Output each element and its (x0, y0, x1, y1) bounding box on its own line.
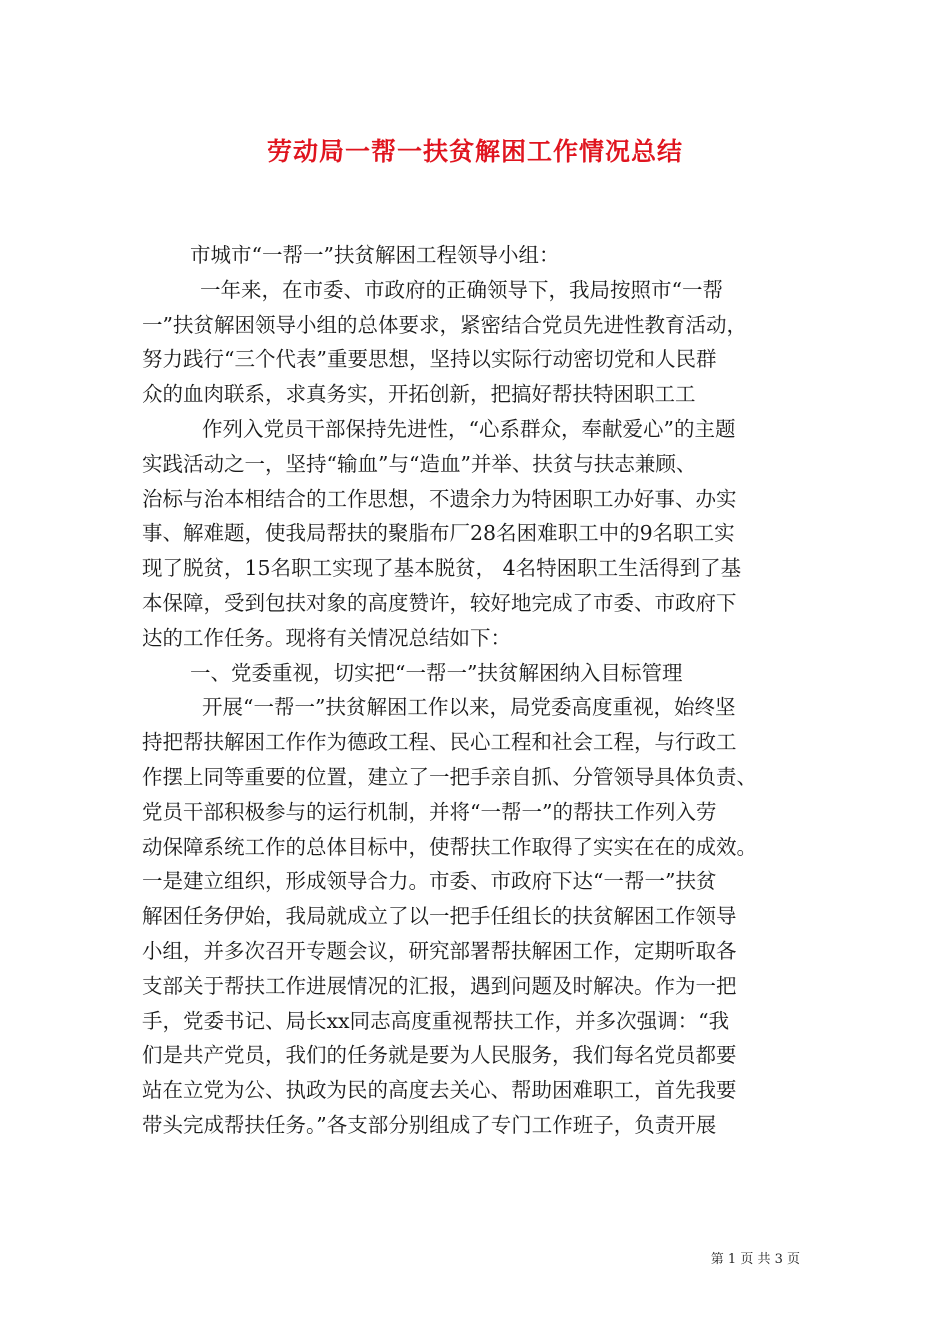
paragraph-line: 开展“一帮一”扶贫解困工作以来，局党委高度重视，始终坚 (202, 695, 736, 720)
paragraph-line: 持把帮扶解困工作作为德政工程、民心工程和社会工程，与行政工 (142, 730, 737, 755)
paragraph-line: 带头完成帮扶任务。”各支部分别组成了专门工作班子，负责开展 (142, 1112, 717, 1137)
paragraph-line: 支部关于帮扶工作进展情况的汇报，遇到问题及时解决。作为一把 (142, 973, 737, 998)
paragraph-line: 作摆上同等重要的位置，建立了一把手亲自抓、分管领导具体负责、 (142, 764, 757, 789)
paragraph-line: 动保障系统工作的总体目标中，使帮扶工作取得了实实在在的成效。 (142, 834, 757, 859)
paragraph-line: 本保障，受到包扶对象的高度赞许，较好地完成了市委、市政府下 (142, 590, 737, 615)
paragraph-line: 实践活动之一，坚持“输血”与“造血”并举、扶贫与扶志兼顾、 (142, 451, 697, 476)
paragraph-line: 手，党委书记、局长xx同志高度重视帮扶工作，并多次强调：“我 (142, 1008, 730, 1033)
paragraph-line: 作列入党员干部保持先进性，“心系群众，奉献爱心”的主题 (202, 416, 736, 441)
page-number: 第 1 页 共 3 页 (710, 1252, 800, 1267)
paragraph-line: 站在立党为公、执政为民的高度去关心、帮助困难职工，首先我要 (142, 1078, 737, 1103)
salutation-line: 市城市“一帮一”扶贫解困工程领导小组： (190, 243, 560, 267)
paragraph-line: 们是共产党员，我们的任务就是要为人民服务，我们每名党员都要 (142, 1043, 737, 1068)
paragraph-line: 一”扶贫解困领导小组的总体要求，紧密结合党员先进性教育活动， (142, 312, 747, 337)
section-heading: 一、党委重视，切实把“一帮一”扶贫解困纳入目标管理 (190, 660, 683, 685)
paragraph-line: 治标与治本相结合的工作思想，不遗余力为特困职工办好事、办实 (142, 486, 737, 511)
paragraph-line: 党员干部积极参与的运行机制，并将“一帮一”的帮扶工作列入劳 (142, 799, 717, 824)
paragraph-line: 事、解难题，使我局帮扶的聚脂布厂28名困难职工中的9名职工实 (142, 521, 735, 546)
paragraph-line: 达的工作任务。现将有关情况总结如下： (142, 625, 511, 650)
paragraph-line: 小组，并多次召开专题会议，研究部署帮扶解困工作，定期听取各 (142, 938, 737, 963)
paragraph-line: 一年来，在市委、市政府的正确领导下，我局按照市“一帮 (200, 277, 723, 302)
paragraph-line: 现了脱贫，15名职工实现了基本脱贫， 4名特困职工生活得到了基 (142, 556, 742, 581)
paragraph-line: 众的血肉联系，求真务实，开拓创新，把搞好帮扶特困职工工 (142, 382, 696, 407)
paragraph-line: 解困任务伊始，我局就成立了以一把手任组长的扶贫解困工作领导 (142, 904, 737, 929)
page-title: 劳动局一帮一扶贫解困工作情况总结 (266, 137, 683, 166)
document-body (142, 238, 822, 1143)
paragraph-line: 努力践行“三个代表”重要思想，坚持以实际行动密切党和人民群 (142, 347, 717, 372)
paragraph-line: 一是建立组织，形成领导合力。市委、市政府下达“一帮一”扶贫 (142, 869, 717, 894)
